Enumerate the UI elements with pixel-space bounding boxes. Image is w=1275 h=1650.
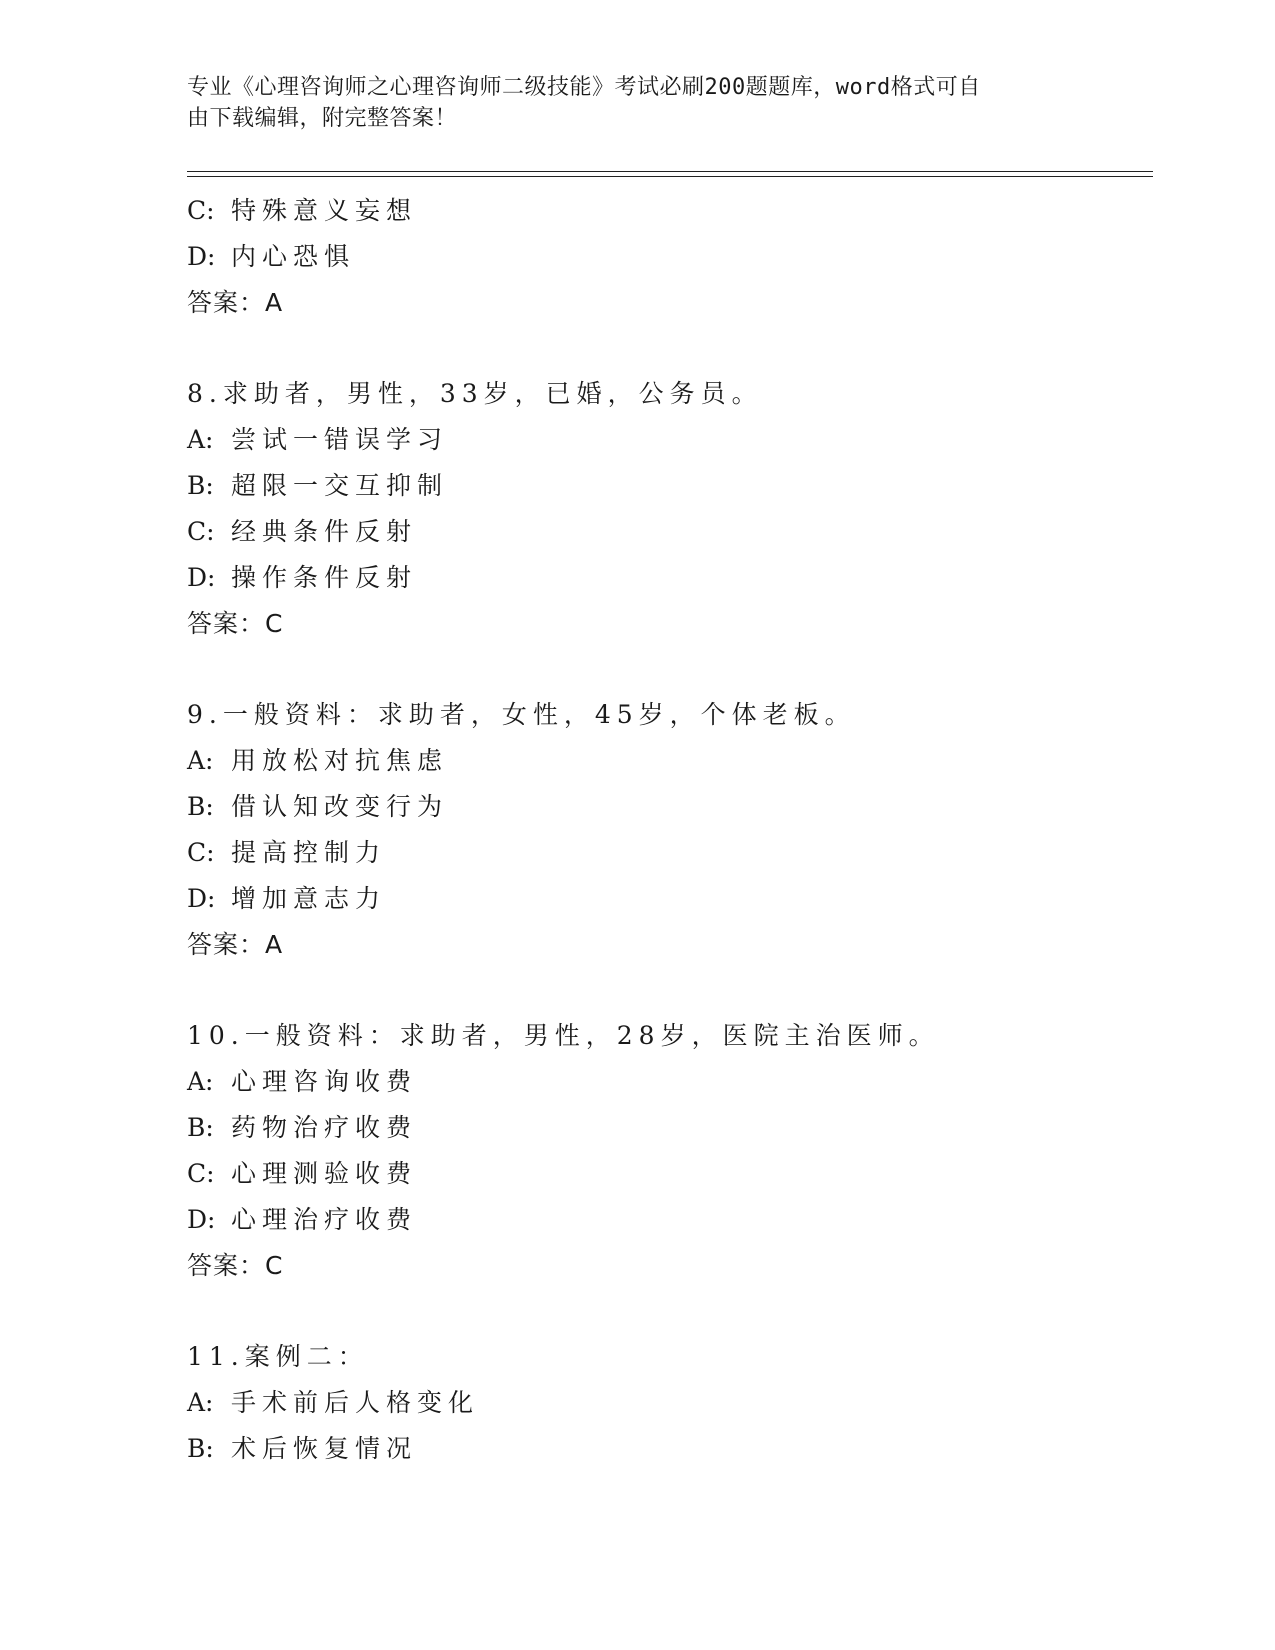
question-stem: 9.一般资料：求助者，女性，45岁，个体老板。 xyxy=(187,700,856,729)
question-9 xyxy=(187,692,1127,968)
answer-line: 答案：C xyxy=(187,1251,284,1280)
option-row xyxy=(187,1380,1127,1426)
option-key: C: xyxy=(187,838,215,867)
option-row xyxy=(187,463,1127,509)
option-key: D: xyxy=(187,242,216,271)
question-list xyxy=(187,188,1127,1472)
option-key: C: xyxy=(187,1159,215,1188)
option-row xyxy=(187,1059,1127,1105)
answer-line: 答案：A xyxy=(187,930,284,959)
option-key: A: xyxy=(187,1067,214,1096)
option-text: 心理咨询收费 xyxy=(231,1067,418,1096)
option-key: A: xyxy=(187,1388,214,1417)
option-text: 心理治疗收费 xyxy=(231,1205,418,1234)
question-8 xyxy=(187,371,1127,647)
option-row xyxy=(187,1197,1127,1243)
option-key: B: xyxy=(187,1113,214,1142)
option-text: 尝试一错误学习 xyxy=(231,425,449,454)
option-key: C: xyxy=(187,196,215,225)
option-key: C: xyxy=(187,517,215,546)
option-row xyxy=(187,188,1127,234)
option-row xyxy=(187,509,1127,555)
option-text: 手术前后人格变化 xyxy=(231,1388,480,1417)
previous-question-tail xyxy=(187,188,1127,326)
option-row xyxy=(187,1105,1127,1151)
answer-line: 答案：C xyxy=(187,609,284,638)
document-header xyxy=(187,72,1087,134)
option-key: D: xyxy=(187,563,216,592)
option-text: 术后恢复情况 xyxy=(231,1434,418,1463)
option-key: D: xyxy=(187,1205,216,1234)
option-row xyxy=(187,738,1127,784)
option-row xyxy=(187,1426,1127,1472)
answer-line: 答案：A xyxy=(187,288,284,317)
option-key: D: xyxy=(187,884,216,913)
option-row xyxy=(187,784,1127,830)
option-text: 内心恐惧 xyxy=(231,242,356,271)
option-text: 用放松对抗焦虑 xyxy=(231,746,449,775)
question-stem: 8.求助者，男性，33岁，已婚，公务员。 xyxy=(187,379,763,408)
option-key: A: xyxy=(187,425,214,454)
option-text: 特殊意义妄想 xyxy=(231,196,418,225)
option-key: A: xyxy=(187,746,214,775)
header-rule-top xyxy=(187,171,1153,172)
question-stem: 11.案例二： xyxy=(187,1342,369,1371)
option-text: 经典条件反射 xyxy=(231,517,418,546)
option-row xyxy=(187,1151,1127,1197)
option-row xyxy=(187,830,1127,876)
question-stem: 10.一般资料：求助者，男性，28岁，医院主治医师。 xyxy=(187,1021,940,1050)
option-row xyxy=(187,234,1127,280)
option-text: 提高控制力 xyxy=(231,838,387,867)
option-key: B: xyxy=(187,471,214,500)
question-11 xyxy=(187,1334,1127,1472)
option-row xyxy=(187,417,1127,463)
header-line-1: 专业《心理咨询师之心理咨询师二级技能》考试必刷200题题库，word格式可自 xyxy=(187,75,981,100)
question-10 xyxy=(187,1013,1127,1289)
option-row xyxy=(187,876,1127,922)
option-text: 药物治疗收费 xyxy=(231,1113,418,1142)
header-line-2: 由下载编辑，附完整答案！ xyxy=(187,106,458,131)
option-key: B: xyxy=(187,792,214,821)
option-text: 操作条件反射 xyxy=(231,563,418,592)
option-text: 心理测验收费 xyxy=(231,1159,418,1188)
option-key: B: xyxy=(187,1434,214,1463)
option-text: 借认知改变行为 xyxy=(231,792,449,821)
option-text: 增加意志力 xyxy=(231,884,387,913)
option-row xyxy=(187,555,1127,601)
header-rule-bottom xyxy=(187,176,1153,177)
option-text: 超限一交互抑制 xyxy=(231,471,449,500)
